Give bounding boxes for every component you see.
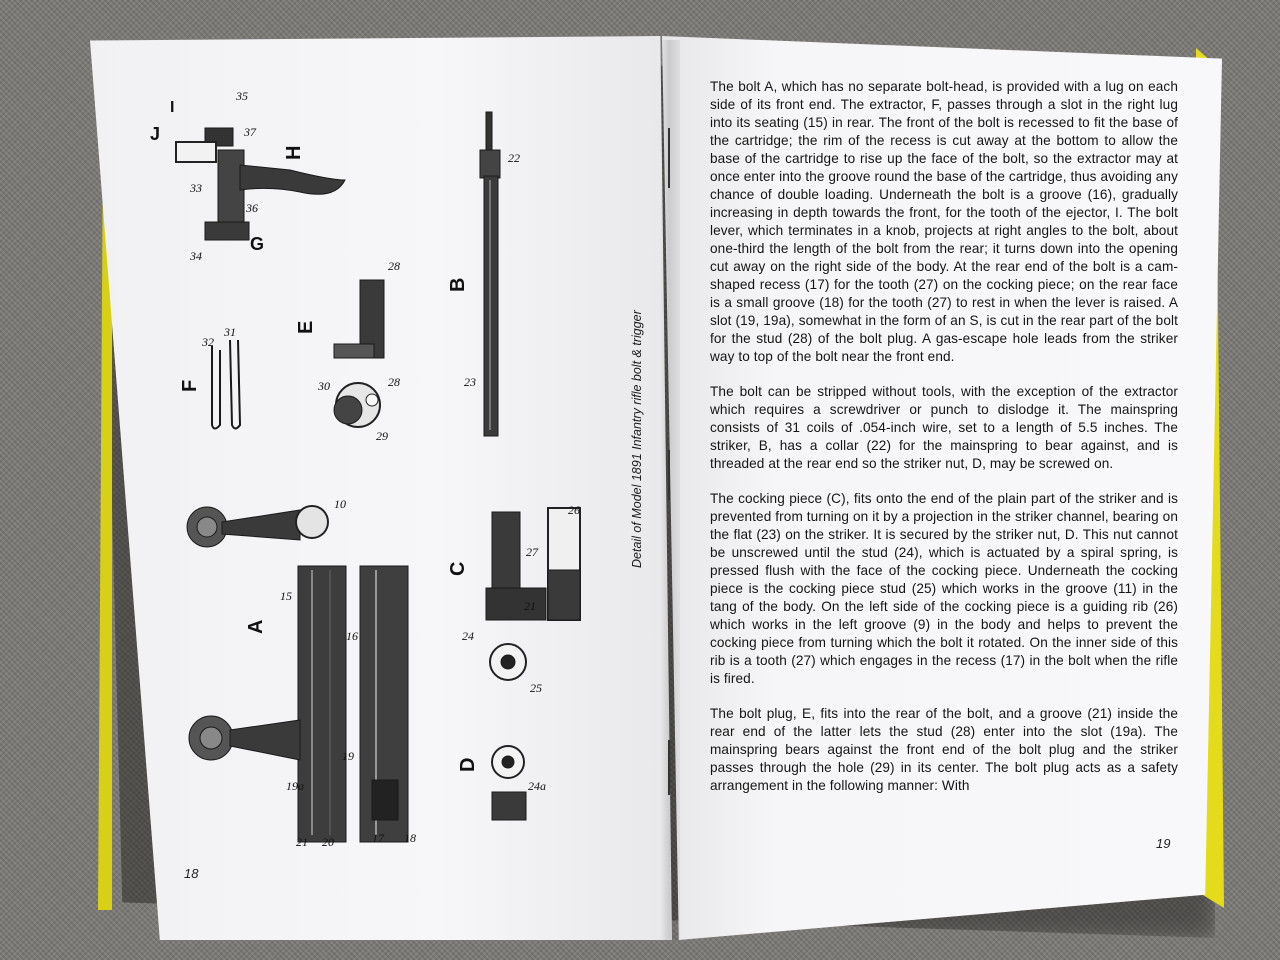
ref-21-bottom: 21 (296, 835, 308, 849)
ref-23: 23 (464, 375, 476, 389)
figure-caption: Detail of Model 1891 Infantry rifle bolt & trigger (630, 310, 644, 568)
label-i: I (170, 99, 175, 116)
page-number-left: 18 (184, 866, 199, 881)
ref-24: 24 (462, 629, 474, 643)
striker-drawing-b (480, 112, 500, 436)
ref-28-bottom: 28 (388, 375, 400, 389)
ref-32: 32 (202, 335, 214, 349)
ref-34: 34 (190, 249, 202, 263)
ref-18: 18 (404, 831, 416, 845)
label-a: A (245, 619, 267, 634)
ref-30: 30 (318, 379, 330, 393)
ref-16: 16 (346, 629, 358, 643)
bolt-lever-drawing (187, 506, 328, 547)
ref-19a: 19a (286, 779, 304, 793)
striker-nut-drawing-d (492, 746, 526, 820)
label-e: E (295, 320, 317, 334)
ref-24a: 24a (528, 779, 546, 793)
ref-21-top: 21 (524, 599, 536, 613)
ref-10: 10 (334, 497, 346, 511)
paragraph-cocking-piece: The cocking piece (C), fits onto the end of the plain part of the striker and is prevented from turning on it by a projection in the striker channel, bearing on the flat (23) on the striker. It is secured by the striker nut, D. This nut cannot be unscrewed until the stud (24), which is actuated by a spiral spring, is pressed flush with the face of the cocking piece. Underneath the cocking piece is the cocking piece stud (25) which works in the groove (11) in the tang of the body. On the left side of the cocking piece is a guiding rib (26) which works in the left groove (9) in the body and helps to prevent the cocking piece from turning which the bolt it rotated. On the inner side of this rib is a tooth (27) which engages in the recess (17) in the bolt when the rifle is fired. (710, 491, 1178, 686)
ref-33: 33 (190, 181, 202, 195)
ref-37: 37 (244, 125, 256, 139)
label-b: B (447, 277, 469, 292)
ref-19: 19 (342, 749, 354, 763)
ref-27: 27 (526, 545, 538, 559)
label-c: C (447, 561, 469, 576)
extractor-drawing-f (212, 340, 240, 429)
label-j: J (150, 124, 161, 144)
bolt-drawing-side (360, 566, 408, 842)
paragraph-stripping: The bolt can be stripped without tools, with the exception of the extractor which requires a screwdriver or punch to dislodge it. The mainspring consists of 31 coils of .054-inch wire, set to a length of 5.5 inches. The striker, B, has a collar (22) for the mainspring to bear against, and is threaded at the rear end so the striker nut, D, may be screwed on. (710, 384, 1178, 471)
ref-25: 25 (530, 681, 542, 695)
ref-29: 29 (376, 429, 388, 443)
ref-31: 31 (224, 325, 236, 339)
ref-28-top: 28 (388, 259, 400, 273)
paragraph-bolt: The bolt A, which has no separate bolt-head, is provided with a lug on each side of its front end. The extractor, F, passes through a slot in the right lug into its seating (15) in rear. The front of the bolt is recessed to fit the base of the cartridge; the rim of the recess is cut away at the bottom to allow the base of the cartridge to rise up the face of the bolt, so the extractor may at once enter into the groove round the base of the cartridge, thus avoiding any chance of double loading. Underneath the bolt is a groove (16), gradually increasing in depth towards the front, for the tooth of the ejector, I. The bolt lever, which terminates in a knob, projects at right angles to the bolt, about one-third the length of the bolt from the rear; it turns down into the opening cut away on the right side of the body. At the rear end of the bolt is a cam-shaped recess (17) for the tooth (27) on the cocking piece; on the rear face is a small groove (18) for the tooth (27) to rest in when the lever is raised. A slot (19, 19a), somewhat in the form of an S, is cut in the rear part of the bolt for the stud (28) of the bolt plug. A gas-escape hole leads from the striker way to top of the bolt near the front end. (710, 79, 1178, 364)
label-g: G (250, 234, 265, 254)
label-h: H (283, 145, 305, 160)
ref-26: 26 (568, 503, 580, 517)
page-number-right: 19 (1156, 836, 1171, 851)
label-f: F (179, 379, 201, 392)
bolt-plug-drawing-e (334, 280, 384, 427)
label-d: D (457, 757, 479, 772)
body-text (710, 78, 1178, 812)
bolt-drawing-a (189, 566, 346, 842)
paragraph-bolt-plug: The bolt plug, E, fits into the rear of the bolt, and a groove (21) inside the rear end of the latter lets the stud (28) enter into the slot (19a). The mainspring bears against the front end of the bolt plug and the striker passes through the hole (29) in its center. The bolt plug acts as a safety arrangement in the following manner: With (710, 706, 1178, 793)
ref-15: 15 (280, 589, 292, 603)
cocking-piece-drawing-c (486, 508, 580, 680)
ref-22: 22 (508, 151, 520, 165)
ref-36: 36 (246, 201, 258, 215)
ref-17: 17 (372, 831, 384, 845)
ref-20: 20 (322, 835, 334, 849)
ref-35: 35 (236, 89, 248, 103)
